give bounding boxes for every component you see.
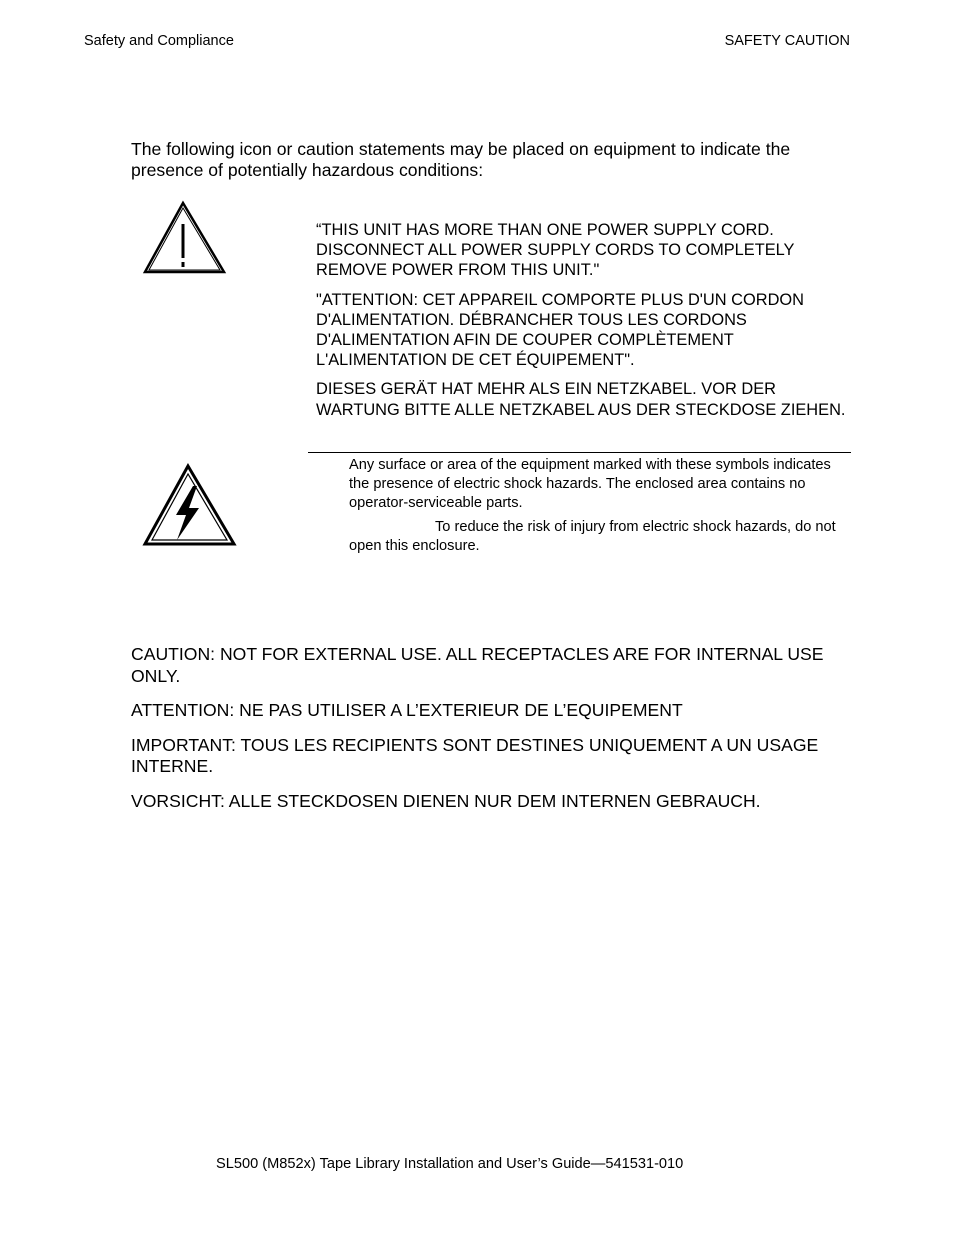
caution-statement-fr-2: IMPORTANT: TOUS LES RECIPIENTS SONT DESTINES UNIQUEMENT A UN USAGE INTERNE. <box>131 734 819 776</box>
shock-hazard-notice <box>349 456 844 561</box>
warning-statement-de: DIESES GERÄT HAT MEHR ALS EIN NETZKABEL. VOR DER WARTUNG BITTE ALLE NETZKABEL AUS DER STECKDOSE ZIEHEN. <box>316 380 846 419</box>
power-cord-warning <box>316 220 846 429</box>
page-header-title: SAFETY CAUTION <box>724 33 850 49</box>
page-footer: SL500 (M852x) Tape Library Installation and User’s Guide—541531-010 <box>216 1156 684 1172</box>
warning-triangle-icon <box>141 200 227 275</box>
caution-statement-de: VORSICHT: ALLE STECKDOSEN DIENEN NUR DEM INTERNEN GEBRAUCH. <box>131 790 761 811</box>
shock-statement-2: To reduce the risk of injury from electric shock hazards, do not open this enclosure. <box>349 519 836 554</box>
shock-statement-1: Any surface or area of the equipment marked with these symbols indicates the presence of electric shock hazards. The enclosed area contains no operator-serviceable parts. <box>349 457 831 511</box>
section-divider <box>308 452 851 453</box>
warning-statement-fr: "ATTENTION: CET APPAREIL COMPORTE PLUS D'UN CORDON D'ALIMENTATION. DÉBRANCHER TOUS LES CORDONS D'ALIMENTATION AFIN DE COUPER COMPLÈTEMENT L'ALIMENTATION DE CET ÉQUIPEMENT". <box>316 290 804 370</box>
intro-paragraph: The following icon or caution statements may be placed on equipment to indicate the presence of potentially hazardous conditions: <box>131 139 791 180</box>
receptacle-caution <box>131 644 851 825</box>
caution-statement-en: CAUTION: NOT FOR EXTERNAL USE. ALL RECEPTACLES ARE FOR INTERNAL USE ONLY. <box>131 644 824 686</box>
electric-shock-triangle-icon <box>141 460 239 570</box>
warning-statement-en: “THIS UNIT HAS MORE THAN ONE POWER SUPPLY CORD. DISCONNECT ALL POWER SUPPLY CORDS TO COMPLETELY REMOVE POWER FROM THIS UNIT." <box>316 221 795 280</box>
page-header-section: Safety and Compliance <box>84 33 234 49</box>
caution-statement-fr: ATTENTION: NE PAS UTILISER A L’EXTERIEUR DE L’EQUIPEMENT <box>131 700 683 720</box>
